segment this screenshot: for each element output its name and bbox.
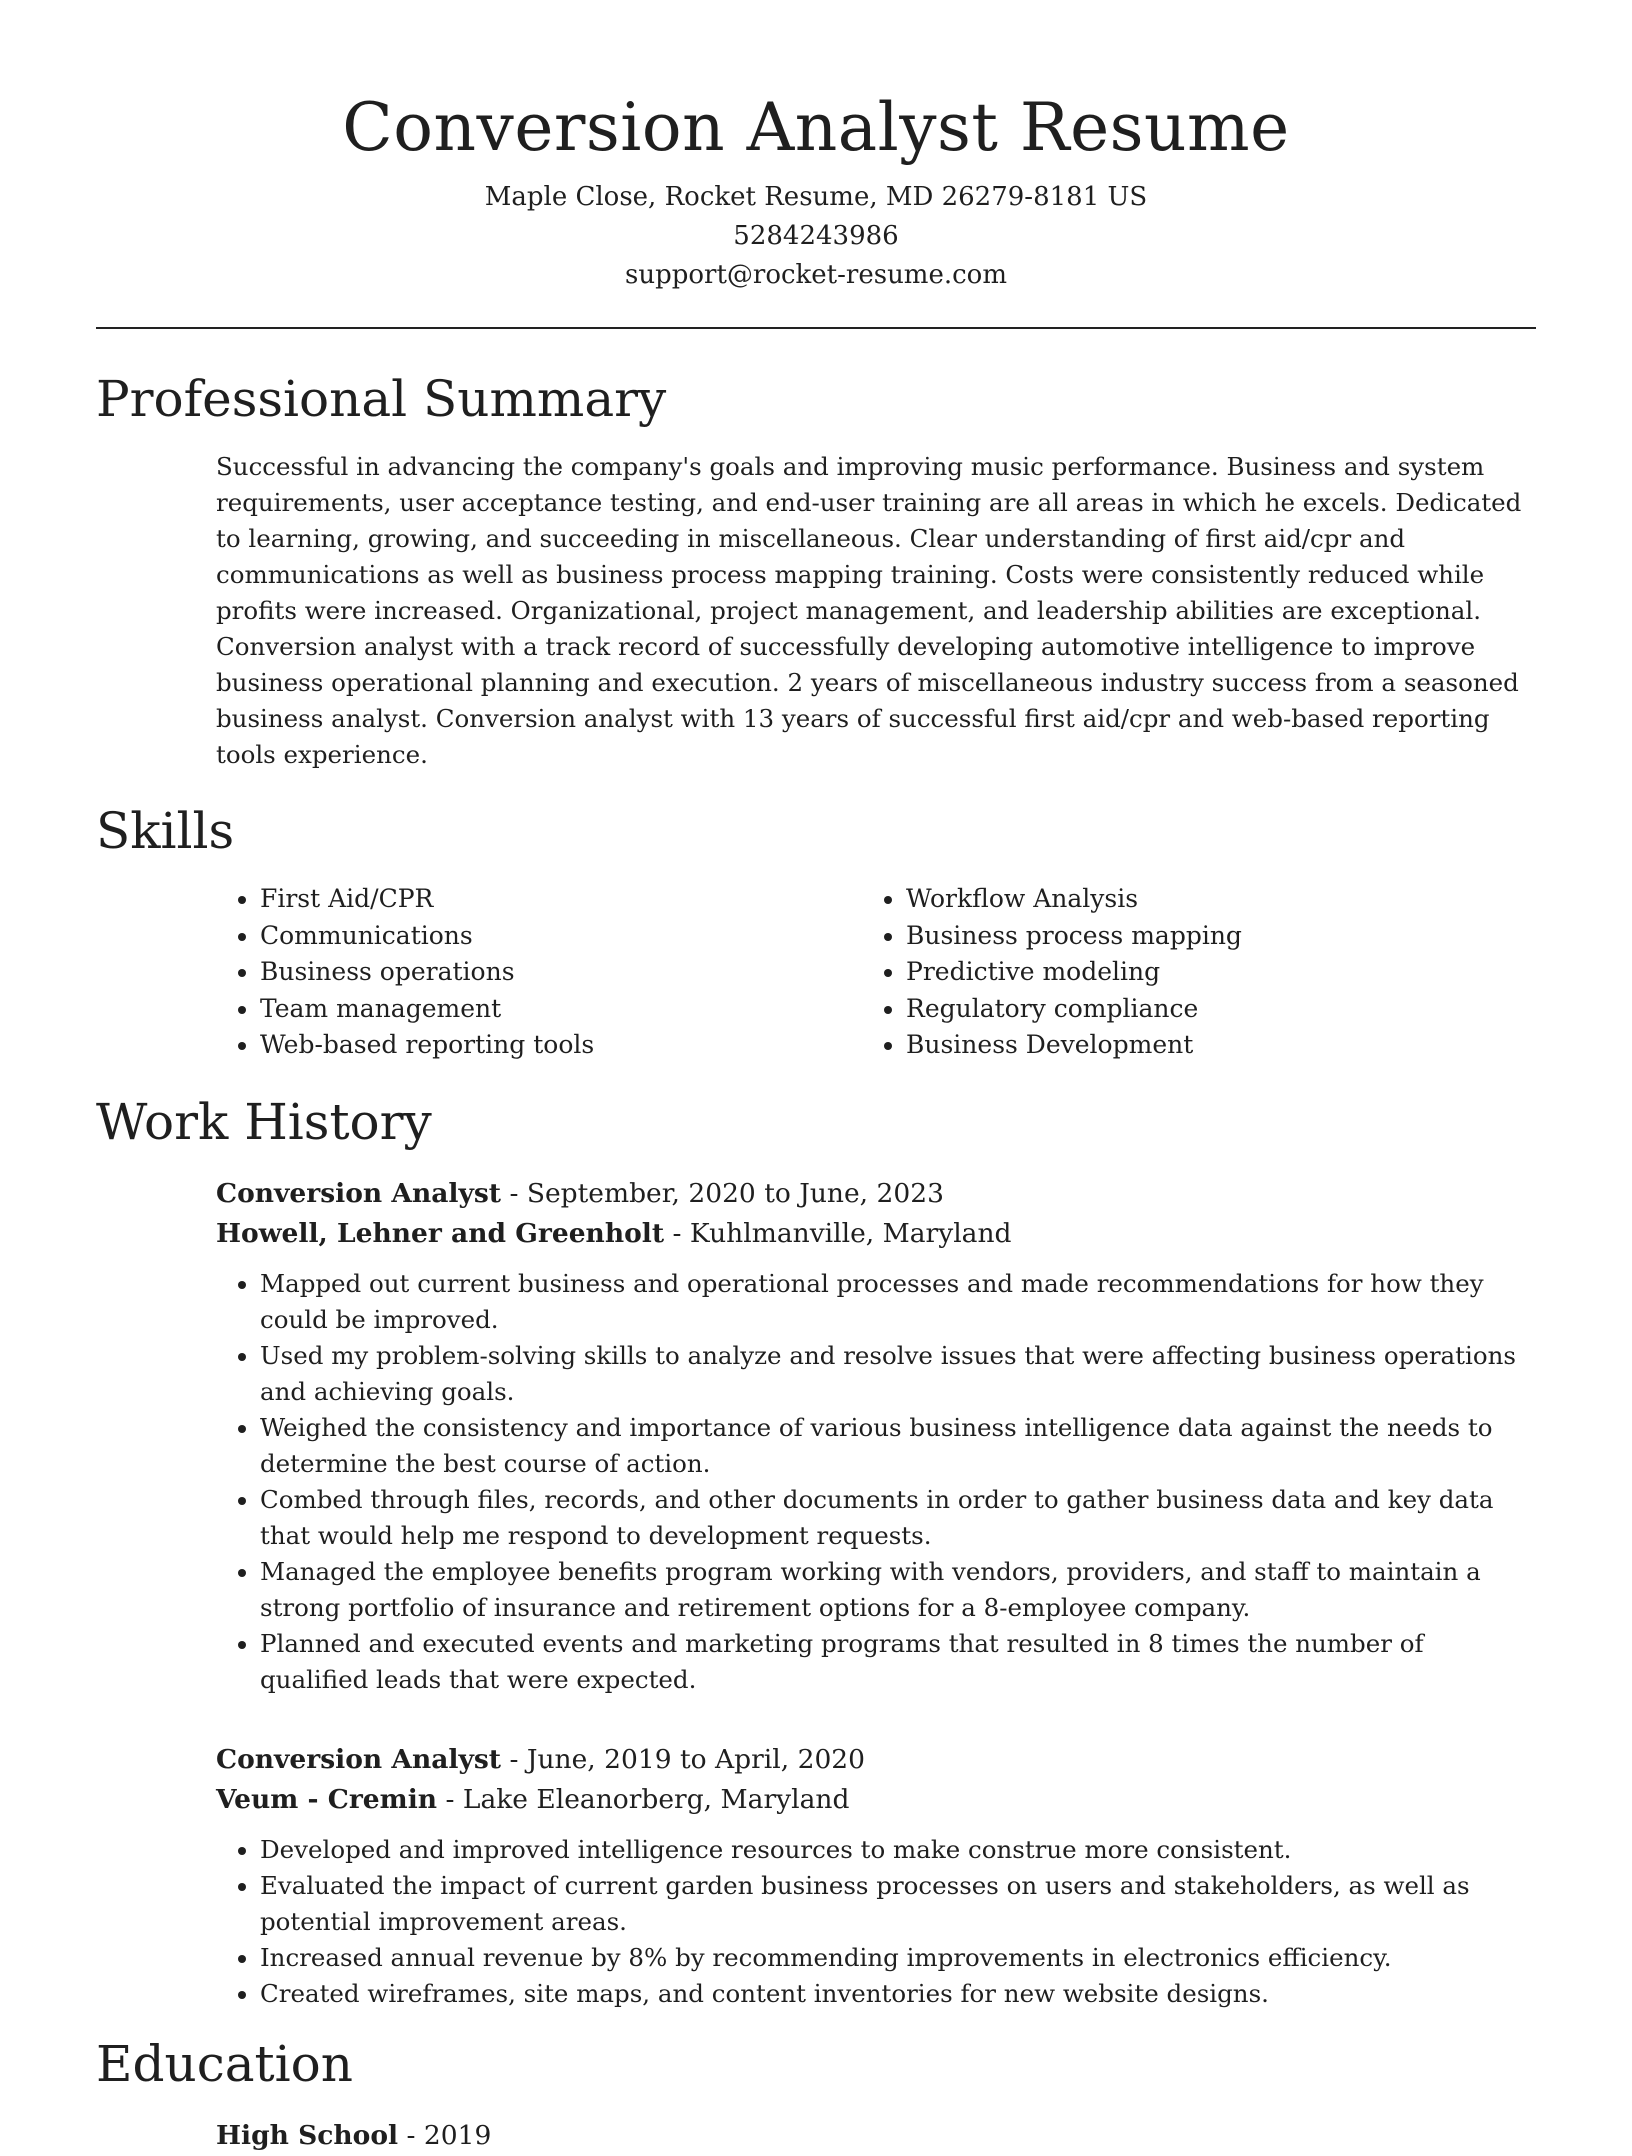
job-bullets	[216, 1832, 1536, 2012]
job-title-line	[216, 1740, 1536, 1780]
job-title-line	[216, 1174, 1536, 1214]
section-title-education: Education	[96, 2034, 353, 2093]
job-bullet: • Increased annual revenue by 8% by recommending improvements in electronics efficiency.	[260, 1940, 1536, 1976]
skill-item: • First Aid/CPR	[260, 881, 866, 918]
job-location: - Kuhlmanville, Maryland	[664, 1217, 1012, 1249]
job-dates: - September, 2020 to June, 2023	[501, 1177, 944, 1209]
job-company-line	[216, 1214, 1536, 1254]
skill-item: • Regulatory compliance	[906, 991, 1516, 1028]
section-title-summary: Professional Summary	[96, 370, 667, 428]
job-company: Howell, Lehner and Greenholt	[216, 1217, 665, 1249]
contact-block	[96, 178, 1536, 295]
job-company: Veum - Cremin	[216, 1783, 438, 1815]
summary-text: Successful in advancing the company's goals and improving music performance. Business and system requirements, user acceptance testing, and end-user training are all areas in which he excels. Dedicated to learning, growing, and succeeding in miscellaneous. Clear understanding of first aid/cpr and communications as well as business process mapping training. Costs were consistently reduced while profits were increased. Organizational, project management, and leadership abilities are exceptional. Conversion analyst with a track record of successfully developing automotive intelligence to improve business operational planning and execution. 2 years of miscellaneous industry success from a seasoned business analyst. Conversion analyst with 13 years of successful first aid/cpr and web-based reporting tools experience.	[216, 452, 1522, 769]
job-bullet: • Combed through files, records, and other documents in order to gather business data and key data that would help me respond to development requests.	[260, 1482, 1536, 1554]
job-entry	[216, 1740, 1536, 2012]
skill-item: • Business operations	[260, 954, 866, 991]
job-bullets	[216, 1266, 1536, 1698]
education-degree: High School	[216, 2119, 399, 2151]
job-bullet: • Used my problem-solving skills to analyze and resolve issues that were affecting business operations and achieving goals.	[260, 1338, 1536, 1410]
skill-item: • Web-based reporting tools	[260, 1027, 866, 1064]
skills-column-right	[866, 881, 1516, 1064]
resume-page	[96, 0, 1536, 2156]
section-title-work-history: Work History	[96, 1092, 432, 1151]
skill-item: • Team management	[260, 991, 866, 1028]
skill-item: • Predictive modeling	[906, 954, 1516, 991]
job-bullet: • Mapped out current business and operational processes and made recommendations for how they could be improved.	[260, 1266, 1536, 1338]
job-bullet: • Weighed the consistency and importance of various business intelligence data against the needs to determine the best course of action.	[260, 1410, 1536, 1482]
resume-title: Conversion Analyst Resume	[342, 89, 1290, 166]
job-bullet: • Developed and improved intelligence resources to make construe more consistent.	[260, 1832, 1536, 1868]
job-entry	[216, 1174, 1536, 1698]
section-title-skills: Skills	[96, 802, 235, 860]
skills-column-left	[216, 881, 866, 1064]
job-position: Conversion Analyst	[216, 1743, 502, 1775]
job-bullet: • Created wireframes, site maps, and content inventories for new website designs.	[260, 1976, 1536, 2012]
job-bullet: • Managed the employee benefits program working with vendors, providers, and staff to maintain a strong portfolio of insurance and retirement options for a 8-employee company.	[260, 1554, 1536, 1626]
skill-item: • Business Development	[906, 1027, 1516, 1064]
header-divider	[96, 327, 1536, 329]
job-bullet: • Planned and executed events and marketing programs that resulted in 8 times the number of qualified leads that were expected.	[260, 1626, 1536, 1698]
job-dates: - June, 2019 to April, 2020	[501, 1743, 866, 1775]
education-entry	[216, 2116, 1536, 2156]
job-location: - Lake Eleanorberg, Maryland	[437, 1783, 850, 1815]
education-year: - 2019	[398, 2119, 492, 2151]
skill-item: • Business process mapping	[906, 918, 1516, 955]
contact-address: Maple Close, Rocket Resume, MD 26279-8181 US	[484, 182, 1148, 212]
job-company-line	[216, 1780, 1536, 1820]
job-bullet: • Evaluated the impact of current garden business processes on users and stakeholders, as well as potential improvement areas.	[260, 1868, 1536, 1940]
skill-item: • Communications	[260, 918, 866, 955]
contact-phone: 5284243986	[733, 221, 899, 251]
job-position: Conversion Analyst	[216, 1177, 502, 1209]
skill-item: • Workflow Analysis	[906, 881, 1516, 918]
skills-list	[216, 881, 1536, 1064]
contact-email: support@rocket-resume.com	[624, 260, 1007, 290]
